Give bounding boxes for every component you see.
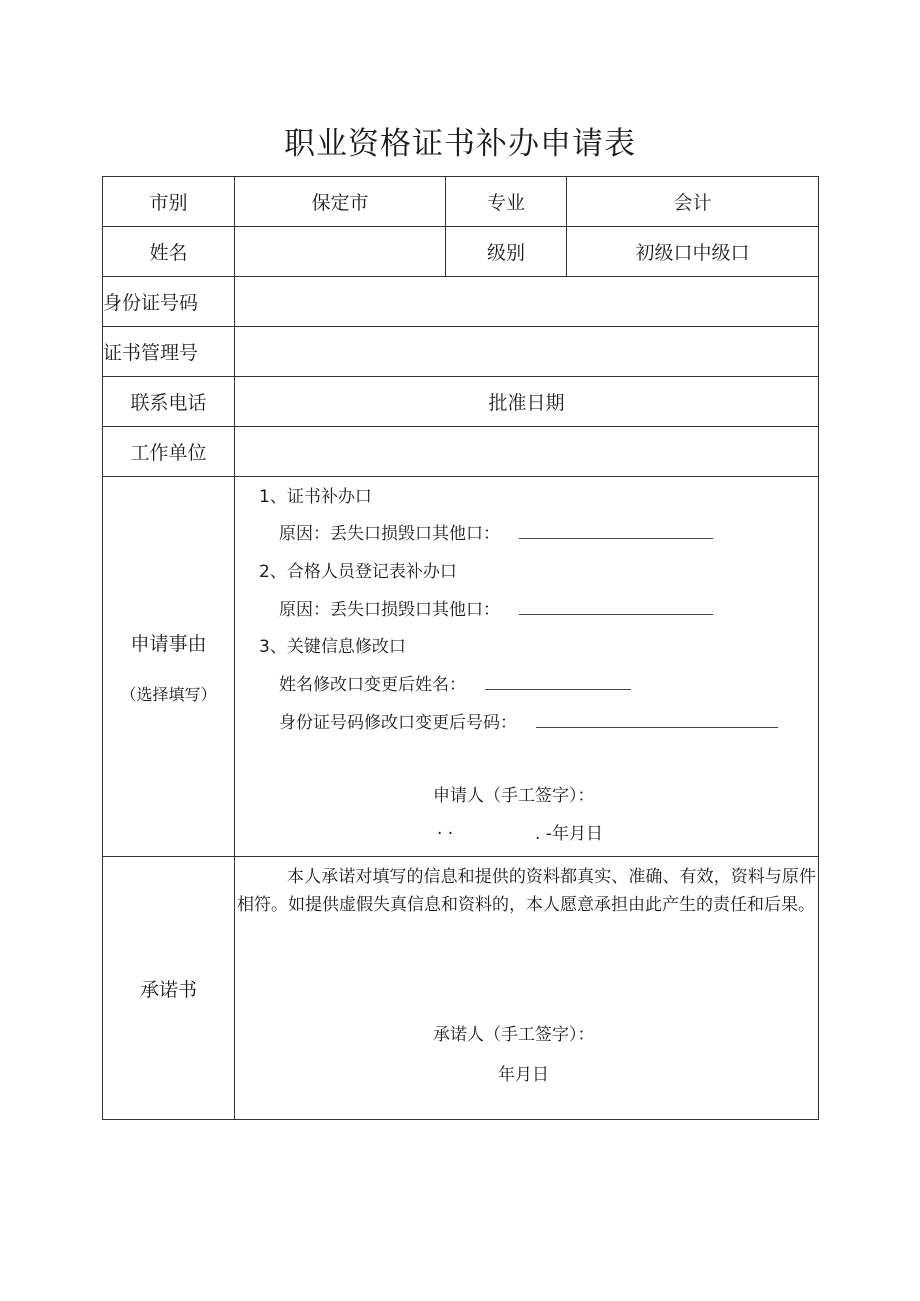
item-cert-reissue[interactable]: 1、证书补办口: [259, 487, 372, 507]
row-id: [103, 277, 819, 327]
work-unit-field[interactable]: [235, 427, 819, 477]
level-label: 级别: [446, 227, 567, 277]
row-cert: [103, 327, 819, 377]
page-title: 职业资格证书补办申请表: [284, 126, 636, 162]
reason-content: [235, 477, 819, 857]
id-number-label: 身份证号码: [103, 277, 235, 327]
promise-content: [235, 857, 819, 1120]
major-label: 专业: [446, 177, 567, 227]
reason2-options[interactable]: 原因：丢失口损毁口其他口：: [279, 600, 500, 620]
row-phone: [103, 377, 819, 427]
apply-date-dots: . .: [437, 819, 454, 839]
item-info-change[interactable]: 3、关键信息修改口: [259, 637, 406, 657]
reason-label: 申请事由: [130, 632, 207, 655]
name-change-row: [279, 670, 631, 695]
approval-date-label: 批准日期: [235, 377, 819, 427]
promise-label: 承诺书: [103, 857, 235, 1120]
reason1-other-line[interactable]: [519, 524, 713, 539]
new-name-line[interactable]: [485, 675, 631, 690]
reason-label-cell: [103, 477, 235, 857]
row-work: [103, 427, 819, 477]
id-change-row: [279, 708, 778, 733]
name-field[interactable]: [235, 227, 446, 277]
reason1-options[interactable]: 原因：丢失口损毁口其他口：: [279, 524, 500, 544]
id-change-option[interactable]: 身份证号码修改口变更后号码：: [279, 713, 517, 733]
row-reason: [103, 477, 819, 857]
cert-number-field[interactable]: [235, 327, 819, 377]
item-record-reissue[interactable]: 2、合格人员登记表补办口: [259, 562, 457, 582]
reason-sublabel: （选择填写）: [120, 684, 217, 704]
name-change-option[interactable]: 姓名修改口变更后姓名：: [279, 675, 466, 695]
city-label: 市别: [103, 177, 235, 227]
reason1-row: [279, 519, 713, 544]
application-form-table: [102, 176, 819, 1120]
applicant-signature-label: 申请人（手工签字）：: [433, 786, 595, 806]
row-promise: [103, 857, 819, 1120]
promiser-signature-label: 承诺人（手工签字）：: [433, 1025, 595, 1045]
city-value[interactable]: 保定市: [235, 177, 446, 227]
id-number-field[interactable]: [235, 277, 819, 327]
level-options[interactable]: 初级口中级口: [567, 227, 819, 277]
name-label: 姓名: [103, 227, 235, 277]
major-value[interactable]: 会计: [567, 177, 819, 227]
promise-text: 本人承诺对填写的信息和提供的资料都真实、准确、有效，资料与原件相符。如提供虚假失真信息和资料的，本人愿意承担由此产生的责任和后果。: [237, 867, 816, 915]
apply-date-label: . -年月日: [535, 824, 603, 844]
row-city-major: [103, 177, 819, 227]
work-unit-label: 工作单位: [103, 427, 235, 477]
promise-date-label: 年月日: [498, 1065, 549, 1085]
row-name-level: [103, 227, 819, 277]
cert-number-label: 证书管理号: [103, 327, 235, 377]
phone-label: 联系电话: [103, 377, 235, 427]
reason2-other-line[interactable]: [519, 600, 713, 615]
reason2-row: [279, 595, 713, 620]
new-id-line[interactable]: [536, 713, 778, 728]
